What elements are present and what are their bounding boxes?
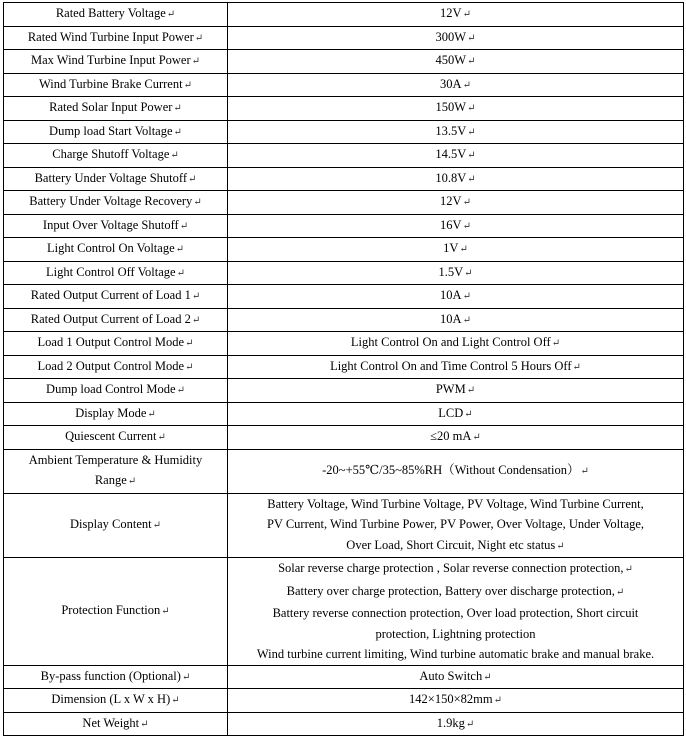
param-line: Ambient Temperature & Humidity <box>28 452 203 467</box>
paragraph-mark-icon: ↵ <box>185 361 194 373</box>
paragraph-mark-icon: ↵ <box>462 197 471 208</box>
value-cell <box>228 493 684 558</box>
table-row <box>4 426 684 450</box>
value-text: 300W <box>435 29 467 44</box>
table-row <box>4 665 684 689</box>
param-text: Load 1 Output Control Mode <box>37 335 185 349</box>
paragraph-mark-icon: ↵ <box>464 408 473 420</box>
param-cell <box>4 449 228 493</box>
paragraph-mark-icon: ↵ <box>467 56 476 67</box>
value-line: Battery over charge protection, Battery over discharge protection,↵ <box>286 583 625 598</box>
paragraph-mark-icon: ↵ <box>466 385 476 396</box>
param-cell <box>4 238 228 262</box>
paragraph-mark-icon: ↵ <box>464 267 473 279</box>
paragraph-mark-icon: ↵ <box>176 385 185 396</box>
value-text: 1.5V <box>438 264 464 279</box>
table-row <box>4 167 684 191</box>
paragraph-mark-icon: ↵ <box>179 220 189 232</box>
value-cell <box>228 120 684 144</box>
value-text: 12V <box>440 194 462 208</box>
value-cell <box>228 665 684 689</box>
param-text: Light Control Off Voltage <box>46 264 176 279</box>
value-line: Over Load, Short Circuit, Night etc status↵ <box>346 537 565 552</box>
param-cell <box>4 402 228 426</box>
value-line: protection, Lightning protection <box>375 626 536 641</box>
param-text: Wind Turbine Brake Current <box>39 76 183 91</box>
param-text: Dump load Start Voltage <box>49 123 173 138</box>
value-text: Light Control On and Time Control 5 Hours Off <box>330 358 572 373</box>
param-cell <box>4 308 228 332</box>
value-cell <box>228 426 684 450</box>
paragraph-mark-icon: ↵ <box>173 103 182 114</box>
value-cell <box>228 402 684 426</box>
param-cell <box>4 332 228 356</box>
paragraph-mark-icon: ↵ <box>166 9 176 20</box>
value-text: 30A <box>440 76 462 91</box>
param-cell <box>4 144 228 168</box>
value-text: ≤20 mA <box>430 429 472 443</box>
param-cell <box>4 712 228 736</box>
param-text: Battery Under Voltage Recovery <box>29 194 193 208</box>
param-text: Rated Solar Input Power <box>49 100 173 114</box>
value-text: Light Control On and Light Control Off <box>350 335 551 349</box>
value-cell <box>228 285 684 309</box>
value-cell <box>228 26 684 50</box>
paragraph-mark-icon: ↵ <box>467 126 476 138</box>
paragraph-mark-icon: ↵ <box>171 695 180 706</box>
table-row <box>4 332 684 356</box>
param-cell <box>4 426 228 450</box>
param-cell <box>4 120 228 144</box>
table-row <box>4 97 684 121</box>
param-cell <box>4 355 228 379</box>
value-cell <box>228 355 684 379</box>
value-cell <box>228 261 684 285</box>
value-text: 14.5V <box>435 147 467 161</box>
paragraph-mark-icon: ↵ <box>467 173 476 185</box>
value-cell <box>228 712 684 736</box>
value-text: LCD <box>438 405 464 420</box>
paragraph-mark-icon: ↵ <box>147 408 156 420</box>
spec-table-container <box>3 2 684 736</box>
param-text: Rated Output Current of Load 1 <box>30 288 191 302</box>
paragraph-mark-icon: ↵ <box>624 564 633 575</box>
paragraph-mark-icon: ↵ <box>467 103 476 114</box>
param-cell <box>4 689 228 713</box>
paragraph-mark-icon: ↵ <box>467 32 476 44</box>
param-text: Net Weight <box>82 715 140 730</box>
value-cell <box>228 167 684 191</box>
paragraph-mark-icon: ↵ <box>152 520 161 531</box>
param-cell <box>4 167 228 191</box>
value-cell <box>228 449 684 493</box>
value-text: 10A <box>440 288 462 302</box>
specification-table <box>3 2 684 736</box>
value-text: 450W <box>435 53 467 67</box>
param-text: Rated Wind Turbine Input Power <box>27 29 194 44</box>
paragraph-mark-icon: ↵ <box>462 314 471 326</box>
value-cell <box>228 689 684 713</box>
table-row <box>4 355 684 379</box>
param-text: Display Mode <box>75 405 147 420</box>
paragraph-mark-icon: ↵ <box>572 361 581 373</box>
param-cell <box>4 558 228 666</box>
value-text: 12V <box>440 6 462 20</box>
value-text: 1.9kg <box>436 715 465 730</box>
value-text: 10A <box>440 311 462 326</box>
param-cell <box>4 97 228 121</box>
value-cell <box>228 558 684 666</box>
paragraph-mark-icon: ↵ <box>462 291 471 302</box>
param-text: Display Content <box>70 517 152 531</box>
table-row <box>4 238 684 262</box>
param-text: Protection Function <box>61 603 161 617</box>
spec-tail-rows <box>4 665 684 736</box>
param-cell <box>4 50 228 74</box>
param-cell <box>4 379 228 403</box>
paragraph-mark-icon: ↵ <box>176 267 185 279</box>
paragraph-mark-icon: ↵ <box>173 126 182 138</box>
param-text: Dimension (L x W x H) <box>51 692 171 706</box>
param-cell <box>4 285 228 309</box>
param-cell <box>4 191 228 215</box>
table-row-display-content <box>4 493 684 558</box>
param-cell <box>4 493 228 558</box>
paragraph-mark-icon: ↵ <box>551 338 561 349</box>
value-text: 16V <box>440 217 462 232</box>
value-line: PV Current, Wind Turbine Power, PV Power, Over Voltage, Under Voltage, <box>266 517 645 531</box>
paragraph-mark-icon: ↵ <box>191 291 201 302</box>
value-cell <box>228 97 684 121</box>
value-cell <box>228 191 684 215</box>
paragraph-mark-icon: ↵ <box>181 671 191 683</box>
value-cell <box>228 308 684 332</box>
table-row <box>4 689 684 713</box>
table-row <box>4 308 684 332</box>
paragraph-mark-icon: ↵ <box>157 432 166 443</box>
param-cell <box>4 261 228 285</box>
paragraph-mark-icon: ↵ <box>175 244 185 255</box>
paragraph-mark-icon: ↵ <box>191 56 201 67</box>
value-text: 13.5V <box>435 123 467 138</box>
value-text: PWM <box>435 382 466 396</box>
param-text: Input Over Voltage Shutoff <box>42 217 179 232</box>
param-text: Dump load Control Mode <box>46 382 176 396</box>
value-line: Battery reverse connection protection, Over load protection, Short circuit <box>272 606 639 620</box>
paragraph-mark-icon: ↵ <box>483 671 492 683</box>
value-line: Solar reverse charge protection , Solar reverse connection protection,↵ <box>278 561 633 575</box>
paragraph-mark-icon: ↵ <box>580 465 589 477</box>
param-text: By-pass function (Optional) <box>40 668 181 683</box>
table-row <box>4 144 684 168</box>
table-row-protection <box>4 558 684 666</box>
value-cell <box>228 3 684 27</box>
paragraph-mark-icon: ↵ <box>459 244 468 255</box>
param-cell <box>4 665 228 689</box>
value-text: 150W <box>435 100 467 114</box>
table-row <box>4 3 684 27</box>
paragraph-mark-icon: ↵ <box>462 9 471 20</box>
param-text: Light Control On Voltage <box>46 241 175 255</box>
value-cell <box>228 379 684 403</box>
param-text: Max Wind Turbine Input Power <box>30 53 191 67</box>
param-cell <box>4 73 228 97</box>
paragraph-mark-icon: ↵ <box>185 338 194 349</box>
table-row <box>4 73 684 97</box>
table-row <box>4 214 684 238</box>
param-cell <box>4 26 228 50</box>
table-row <box>4 402 684 426</box>
value-text: -20~+55℃/35~85%RH（Without Condensation） <box>322 462 580 477</box>
paragraph-mark-icon: ↵ <box>615 586 625 598</box>
paragraph-mark-icon: ↵ <box>472 432 481 443</box>
table-row <box>4 120 684 144</box>
paragraph-mark-icon: ↵ <box>465 718 475 730</box>
param-text: Rated Output Current of Load 2 <box>30 311 191 326</box>
paragraph-mark-icon: ↵ <box>493 695 502 706</box>
table-row <box>4 379 684 403</box>
paragraph-mark-icon: ↵ <box>161 606 170 617</box>
paragraph-mark-icon: ↵ <box>188 173 197 185</box>
table-row <box>4 712 684 736</box>
paragraph-mark-icon: ↵ <box>191 314 201 326</box>
spec-rows <box>4 3 684 450</box>
table-row <box>4 50 684 74</box>
table-row <box>4 261 684 285</box>
value-cell <box>228 238 684 262</box>
value-text: 10.8V <box>435 170 467 185</box>
value-cell <box>228 73 684 97</box>
param-text: Charge Shutoff Voltage <box>52 147 170 161</box>
value-text: 142×150×82mm <box>409 692 493 706</box>
param-text: Load 2 Output Control Mode <box>37 358 185 373</box>
paragraph-mark-icon: ↵ <box>462 220 471 232</box>
paragraph-mark-icon: ↵ <box>170 150 179 161</box>
table-row <box>4 191 684 215</box>
param-cell <box>4 3 228 27</box>
table-row-ambient <box>4 449 684 493</box>
table-row <box>4 26 684 50</box>
param-cell <box>4 214 228 238</box>
paragraph-mark-icon: ↵ <box>556 540 565 552</box>
paragraph-mark-icon: ↵ <box>462 79 471 91</box>
table-row <box>4 285 684 309</box>
paragraph-mark-icon: ↵ <box>193 197 202 208</box>
paragraph-mark-icon: ↵ <box>467 150 476 161</box>
value-line: Wind turbine current limiting, Wind turbine automatic brake and manual brake. <box>256 647 655 661</box>
paragraph-mark-icon: ↵ <box>127 476 137 487</box>
value-text: 1V <box>443 241 459 255</box>
paragraph-mark-icon: ↵ <box>183 79 192 91</box>
paragraph-mark-icon: ↵ <box>194 32 204 44</box>
paragraph-mark-icon: ↵ <box>140 718 149 730</box>
param-text: Quiescent Current <box>65 429 157 443</box>
value-cell <box>228 332 684 356</box>
param-line: Range↵ <box>94 473 137 487</box>
value-line: Battery Voltage, Wind Turbine Voltage, PV Voltage, Wind Turbine Current, <box>267 496 644 511</box>
value-cell <box>228 214 684 238</box>
value-cell <box>228 50 684 74</box>
value-text: Auto Switch <box>419 668 483 683</box>
param-text: Rated Battery Voltage <box>55 6 166 20</box>
param-text: Battery Under Voltage Shutoff <box>34 170 188 185</box>
value-cell <box>228 144 684 168</box>
